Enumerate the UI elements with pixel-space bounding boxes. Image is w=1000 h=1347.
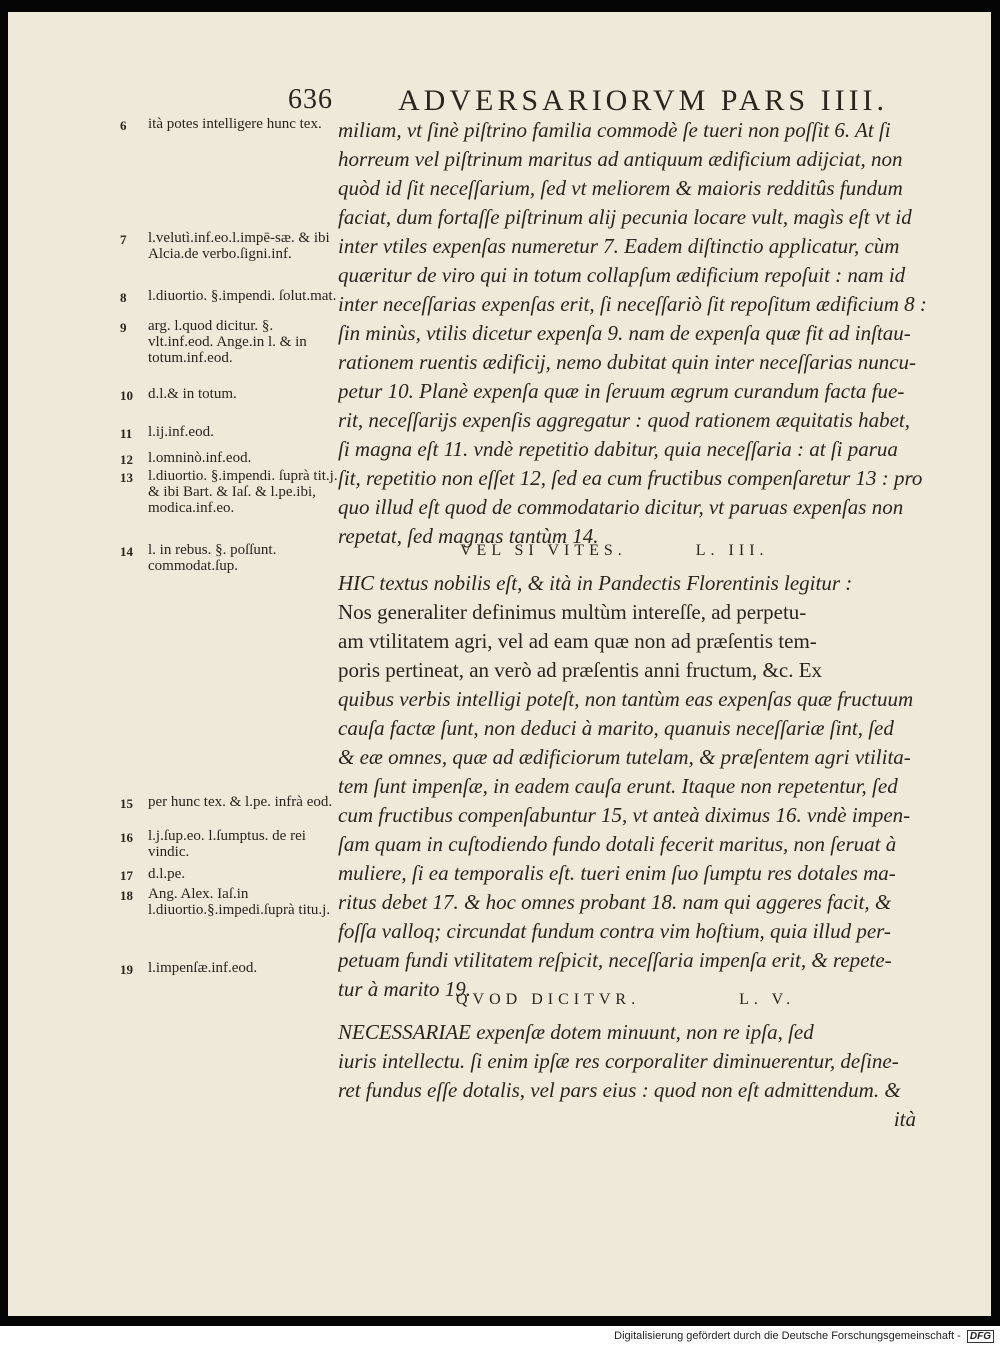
heading-ref: L. V. (739, 991, 796, 1008)
text-line: petuam fundi vtilitatem reſpicit, neceſſaria impenſa erit, & repete- (338, 948, 892, 972)
note-number: 11 (120, 426, 133, 441)
text-line: petur 10. Planè expenſa quæ in ſeruum ægrum curandum facta fue- (338, 379, 905, 403)
dfg-logo: DFG (967, 1330, 994, 1343)
note-number: 19 (120, 962, 133, 977)
note-number: 6 (120, 118, 127, 133)
text-line: repetat, ſed magnas tantùm 14. (338, 524, 599, 548)
note-text: l.diuortio. §.impendi. ſuprà tit.j. & ibi Bart. & Iaſ. & l.pe.ibi, modica.inf.eo. (148, 468, 338, 516)
text-line: ſi magna eſt 11. vndè repetitio dabitur, quia neceſſaria : at ſi parua (338, 437, 898, 461)
text-line: quòd id ſit neceſſarium, ſed vt meliorem & maioris redditûs fundum (338, 176, 903, 200)
text-line: cum fructibus compenſabuntur 15, vt anteà diximus 16. vndè impen- (338, 803, 911, 827)
footer-text: Digitalisierung gefördert durch die Deutsche Forschungsgemeinschaft - (614, 1330, 961, 1342)
note-number: 13 (120, 470, 133, 485)
section-heading-2 (456, 991, 795, 1009)
text-line: NECESSARIAE expenſæ dotem minuunt, non re ipſa, ſed (338, 1020, 814, 1044)
note-number: 14 (120, 544, 133, 559)
text-line: cauſa factæ ſunt, non deduci à marito, quanuis neceſſariæ ſint, ſed (338, 716, 894, 740)
text-line: am vtilitatem agri, vel ad eam quæ non ad præſentis tem- (338, 629, 817, 653)
heading-title: VEL SI VITES. (460, 542, 627, 559)
note-text: l.j.ſup.eo. l.ſumptus. de rei vindic. (148, 828, 306, 860)
note-text: l.ij.inf.eod. (148, 424, 214, 440)
text-line: foſſa valloq; circundat fundum contra vim hoſtium, quia illud per- (338, 919, 891, 943)
book-page (8, 12, 991, 1316)
note-number: 15 (120, 796, 133, 811)
text-line: ſit, repetitio non eſſet 12, ſed ea cum fructibus compenſaretur 13 : pro (338, 466, 923, 490)
note-number: 7 (120, 232, 127, 247)
text-line: iuris intellectu. ſi enim ipſæ res corporaliter diminuerentur, deſine- (338, 1049, 899, 1073)
note-number: 8 (120, 290, 127, 305)
body-text-block-3 (338, 1018, 938, 1134)
text-line: ſin minùs, vtilis dicetur expenſa 9. nam de expenſa quæ fit ad inſtau- (338, 321, 911, 345)
note-text: l. in rebus. §. poſſunt. commodat.ſup. (148, 542, 277, 574)
text-line: muliere, ſi ea temporalis eſt. tueri enim ſuo ſumptu res dotales ma- (338, 861, 896, 885)
note-text: d.l.& in totum. (148, 386, 237, 402)
note-number: 16 (120, 830, 133, 845)
text-line: ret fundus eſſe dotalis, vel pars eius : quod non eſt admittendum. & (338, 1078, 901, 1102)
text-line: Nos generaliter definimus multùm intereſſe, ad perpetu- (338, 600, 807, 624)
section-heading-1 (460, 542, 769, 560)
note-text: ità potes intelligere hunc tex. (148, 116, 322, 132)
text-line: & eæ omnes, quæ ad ædificiorum tutelam, & præſentem agri vtilita- (338, 745, 911, 769)
text-line: ritus debet 17. & hoc omnes probant 18. nam qui aggeres facit, & (338, 890, 892, 914)
text-line: quæritur de viro qui in totum collapſum ædificium repoſuit : nam id (338, 263, 906, 287)
text-line: poris pertineat, an verò ad præſentis anni fructum, &c. Ex (338, 658, 823, 682)
note-text: l.omninò.inf.eod. (148, 450, 252, 466)
text-line: rationem ruentis ædificij, nemo dubitat quin inter neceſſarias nuncu- (338, 350, 917, 374)
text-line: horreum vel piſtrinum maritus ad antiquum ædificium adijciat, non (338, 147, 903, 171)
note-number: 9 (120, 320, 127, 335)
page-number: 636 (288, 84, 333, 115)
text-line: quibus verbis intelligi poteſt, non tantùm eas expenſas quæ fructuum (338, 687, 914, 711)
note-text: Ang. Alex. Iaſ.in l.diuortio.§.impedi.ſuprà titu.j. (148, 886, 331, 918)
text-line: miliam, vt ſinè piſtrino familia commodè ſe tueri non poſſit 6. At ſi (338, 118, 891, 142)
text-line: HIC textus nobilis eſt, & ità in Pandectis Florentinis legitur : (338, 571, 853, 595)
note-text: l.impenſæ.inf.eod. (148, 960, 258, 976)
body-text-block-2 (338, 569, 938, 1004)
note-text: l.diuortio. §.impendi. ſolut.mat. (148, 288, 337, 304)
note-number: 12 (120, 452, 133, 467)
text-line: inter vtiles expenſas numeretur 7. Eadem diſtinctio applicatur, cùm (338, 234, 900, 258)
running-title: ADVERSARIORVM PARS IIII. (398, 84, 889, 117)
text-line: ità (893, 1107, 916, 1131)
body-text-block-1 (338, 116, 938, 551)
text-line: faciat, dum fortaſſe piſtrinum alij pecunia locare vult, magìs eſt vt id (338, 205, 912, 229)
note-text: d.l.pe. (148, 866, 186, 882)
note-text: arg. l.quod dicitur. §. vlt.inf.eod. Ange.in l. & in totum.inf.eod. (148, 318, 307, 366)
footer (0, 1330, 994, 1347)
note-text: l.velutì.inf.eo.l.impē-sæ. & ibi Alcia.de verbo.ſigni.inf. (148, 230, 330, 262)
text-line: ſam quam in cuſtodiendo fundo dotali fecerit maritus, non ſeruat à (338, 832, 897, 856)
heading-ref: L. III. (695, 542, 769, 559)
text-line: inter neceſſarias expenſas erit, ſi neceſſariò ſit repoſitum ædificium 8 : (338, 292, 927, 316)
text-line: tem ſunt impenſæ, in eadem cauſa erunt. Itaque non repetentur, ſed (338, 774, 898, 798)
text-line: tur à marito 19. (338, 977, 472, 1001)
text-line: quo illud eſt quod de commodatario dicitur, vt paruas expenſas non (338, 495, 904, 519)
note-text: per hunc tex. & l.pe. infrà eod. (148, 794, 333, 810)
note-number: 17 (120, 868, 133, 883)
heading-title: QVOD DICITVR. (456, 991, 641, 1008)
note-number: 18 (120, 888, 133, 903)
note-number: 10 (120, 388, 133, 403)
text-line: rit, neceſſarijs expenſis aggregatur : quod rationem æquitatis habet, (338, 408, 911, 432)
